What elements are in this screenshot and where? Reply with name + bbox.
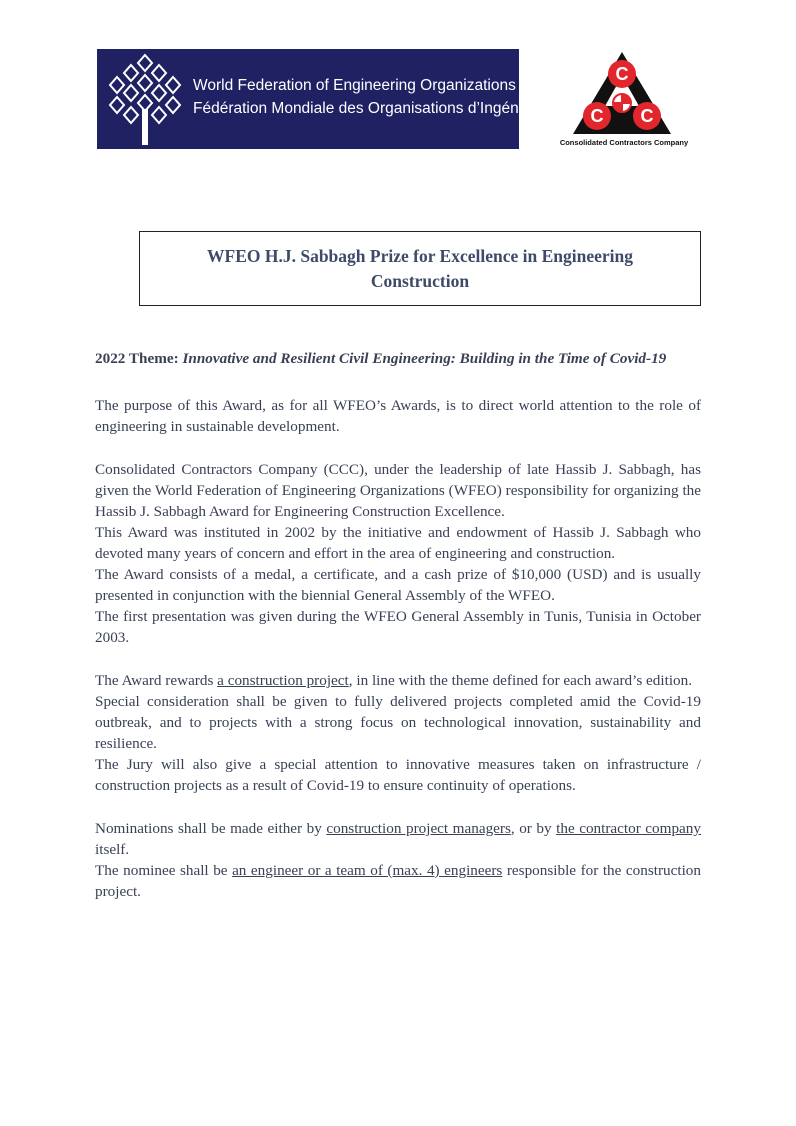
document-body — [95, 348, 701, 924]
wfeo-organization-name — [193, 74, 552, 120]
ccc-letter-left: C — [590, 106, 604, 126]
nominations-paragraph-2 — [95, 860, 701, 902]
theme-line — [95, 348, 701, 369]
ccc-caption: Consolidated Contractors Company — [559, 138, 689, 147]
nominations-text-mid: , or by — [510, 820, 557, 837]
nominations-section — [95, 818, 701, 902]
wfeo-name-english: World Federation of Engineering Organizations — [193, 77, 516, 94]
ccc-letter-right: C — [640, 106, 654, 126]
engineers-team-underline: an engineer or a team of (max. 4) engineers — [232, 862, 503, 879]
ccc-letter-top: C — [615, 64, 629, 84]
purpose-paragraph: The purpose of this Award, as for all WFEO’s Awards, is to direct world attention to the role of engineering in sustainable development. — [95, 397, 701, 435]
history-paragraph-4: The first presentation was given during the WFEO General Assembly in Tunis, Tunisia in October 2003. — [95, 608, 701, 646]
wfeo-name-french: Fédération Mondiale des Organisations d’Ingénieurs — [193, 100, 553, 117]
history-section — [95, 459, 701, 648]
theme-label: 2022 Theme: — [95, 350, 183, 367]
nominee-text-post: responsible for the construction project. — [95, 862, 701, 900]
rewards-paragraph-2: Special consideration shall be given to fully delivered projects completed amid the Covid-19 outbreak, and to projects with a strong focus on technological innovation, sustainability and resilience. — [95, 693, 701, 752]
rewards-text-post: , in line with the theme defined for each award’s edition. — [348, 672, 693, 689]
theme-text: Innovative and Resilient Civil Engineering: Building in the Time of Covid-19 — [182, 350, 667, 367]
wfeo-tree-icon — [105, 51, 185, 147]
history-paragraph-2: This Award was instituted in 2002 by the initiative and endowment of Hassib J. Sabbagh who devoted many years of concern and effort in the area of engineering and construction. — [95, 524, 701, 562]
title-box — [139, 231, 701, 306]
rewards-paragraph-3: The Jury will also give a special attention to innovative measures taken on infrastructure / construction projects as a result of Covid-19 to ensure continuity of operations. — [95, 756, 701, 794]
project-managers-underline: construction project managers — [326, 820, 511, 837]
ccc-triangle-icon — [571, 50, 673, 136]
contractor-company-underline: the contractor company — [556, 820, 701, 837]
construction-project-underline: a construction project — [217, 672, 349, 689]
purpose-section — [95, 395, 701, 437]
history-paragraph-1: Consolidated Contractors Company (CCC), under the leadership of late Hassib J. Sabbagh, has given the World Federation of Engineering Organizations (WFEO) responsibility for organizing the Hassib J. Sabbagh Award for Engineering Construction Excellence. — [95, 461, 701, 520]
wfeo-logo-banner — [97, 49, 553, 149]
nominations-text-post: itself. — [95, 841, 130, 858]
history-paragraph-3: The Award consists of a medal, a certificate, and a cash prize of $10,000 (USD) and is usually presented in conjunction with the biennial General Assembly of the WFEO. — [95, 566, 701, 604]
nominations-text-pre: Nominations shall be made either by — [95, 820, 327, 837]
nominations-paragraph-1 — [95, 818, 701, 860]
nominee-text-pre: The nominee shall be — [95, 862, 233, 879]
rewards-text-pre: The Award rewards — [95, 672, 218, 689]
rewards-paragraph-1 — [95, 670, 701, 691]
page-title: WFEO H.J. Sabbagh Prize for Excellence in Engineering Construction — [207, 245, 633, 291]
rewards-section — [95, 670, 701, 796]
ccc-logo — [551, 50, 697, 150]
